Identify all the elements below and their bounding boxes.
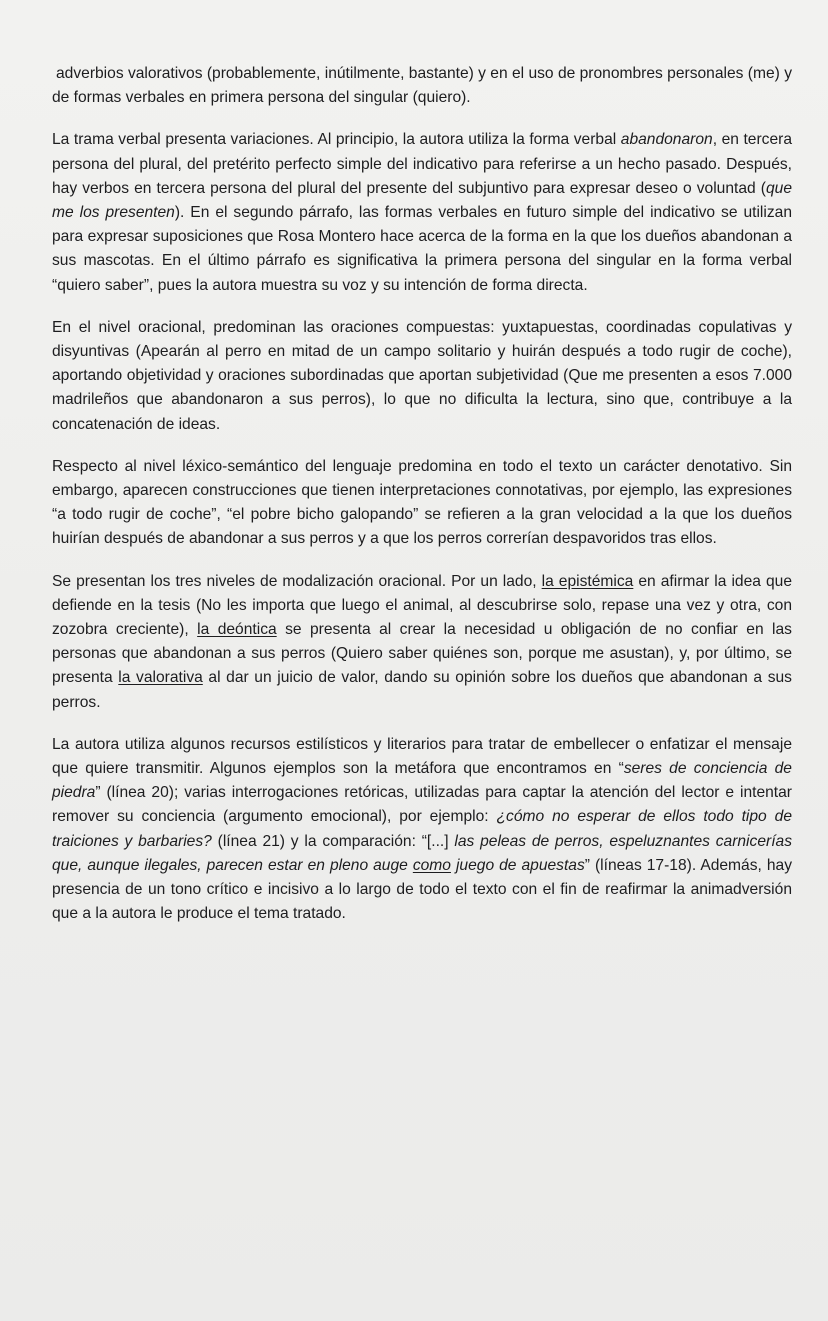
document-body [52,62,792,945]
italic-text: juego de apuestas [450,856,585,874]
italic-text: abandonaron [620,131,713,149]
paragraph [52,62,792,110]
text-run: (línea 21) y la comparación: “[...] [211,832,455,850]
text-run: Respecto al nivel léxico-semántico del lenguaje predomina en todo el texto un carácter denotativo. Sin embargo, aparecen construcciones que tienen interpretaciones connotativas, por ejemplo, las expresiones “a todo rugir de coche”, “el pobre bicho galopando” se refieren a la gran velocidad a la que los dueños huirían después de abandonar a sus perros y a que los perros correrían despavoridos tras ellos. [52,457,792,548]
underlined-text: la valorativa [118,669,203,687]
underlined-text: la epistémica [541,572,634,590]
paragraph [52,316,792,437]
text-run: ” (líneas 17-18). Además, hay presencia de un tono crítico e incisivo a lo largo de todo el texto con el fin de reafirmar la animadversión que a la autora le produce el tema tratado. [52,856,792,923]
paragraph [52,570,792,715]
text-run: ” (línea 20); varias interrogaciones retóricas, utilizadas para captar la atención del lector e intentar remover su conciencia (argumento emocional), por ejemplo: [52,784,792,826]
text-run: ). En el segundo párrafo, las formas verbales en futuro simple del indicativo se utilizan para expresar suposiciones que Rosa Montero hace acerca de la forma en la que los dueños abandonan a sus mascotas. En el último párrafo es significativa la primera persona del singular en la forma verbal “quiero saber”, pues la autora muestra su voz y su intención de forma directa. [52,204,792,294]
text-run: Se presentan los tres niveles de modalización oracional. Por un lado, [52,572,542,590]
text-run: La trama verbal presenta variaciones. Al principio, la autora utiliza la forma verbal [52,131,621,149]
italic-text: seres de conciencia de piedra [52,760,792,802]
text-run: En el nivel oracional, predominan las oraciones compuestas: yuxtapuestas, coordinadas copulativas y disyuntivas (Apearán al perro en mitad de un campo solitario y huirán después a todo rugir de coche), aportando objetividad y oraciones subordinadas que aportan subjetividad (Que me presenten a esos 7.000 madrileños que abandonaron a sus perros), lo que no dificulta la lectura, sino que, contribuye a la concatenación de ideas. [52,318,792,433]
italic-text: ¿cómo no esperar de ellos todo tipo de traiciones y barbaries? [52,808,792,850]
paragraph [52,128,792,297]
text-run: al dar un juicio de valor, dando su opinión sobre los dueños que abandonan a sus perros. [52,669,792,711]
italic-text: que me los presenten [52,179,792,222]
underlined-text: como [412,856,451,874]
text-run: en afirmar la idea que defiende en la tesis (No les importa que luego el animal, al descubrirse solo, repase una vez y otra, con zozobra creciente), [52,572,792,639]
paragraph [52,733,792,927]
italic-text: las peleas de perros, espeluznantes carnicerías que, aunque ilegales, parecen estar en pleno auge [52,832,792,874]
text-run: La autora utiliza algunos recursos estilísticos y literarios para tratar de embellecer o enfatizar el mensaje que quiere transmitir. Algunos ejemplos son la metáfora que encontramos en “ [52,735,792,778]
paragraph [52,455,792,552]
text-run: adverbios valorativos (probablemente, inútilmente, bastante) y en el uso de pronombres personales (me) y de formas verbales en primera persona del singular (quiero). [52,65,792,107]
underlined-text: la deóntica [197,621,277,639]
text-run: se presenta al crear la necesidad u obligación de no confiar en las personas que abandonan a sus perros (Quiero saber quiénes son, porque me asustan), y, por último, se presenta [52,621,792,687]
text-run: , en tercera persona del plural, del pretérito perfecto simple del indicativo para referirse a un hecho pasado. Después, hay verbos en tercera persona del plural del presente del subjuntivo para expresar deseo o voluntad ( [52,131,792,197]
